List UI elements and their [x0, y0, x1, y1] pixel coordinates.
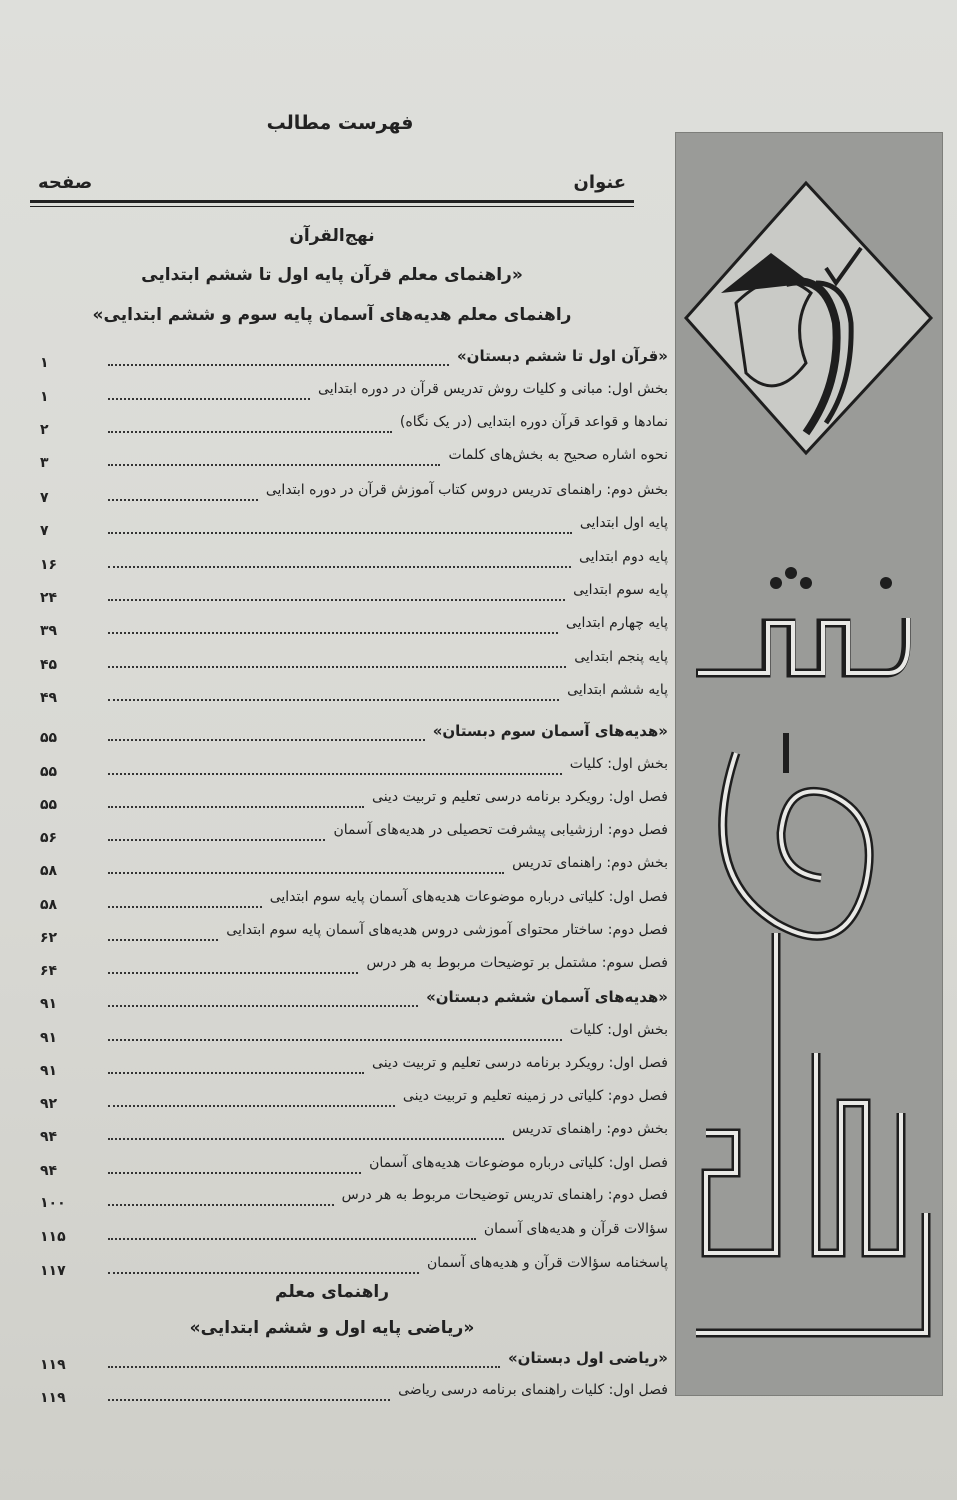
toc-entry[interactable]: [30, 1183, 670, 1213]
toc-entry-label: بخش اول: کلیات: [569, 756, 668, 772]
toc-entry[interactable]: [30, 645, 670, 675]
toc-entry-label: «هدیه‌های آسمان سوم دبستان»: [432, 722, 668, 740]
toc-leader-dots: [108, 1399, 390, 1401]
toc-entry[interactable]: [30, 718, 670, 748]
toc-entry-page: ۳: [40, 455, 49, 471]
toc-leader-dots: [108, 1238, 476, 1240]
toc-leader-dots: [108, 1138, 504, 1140]
toc-entry-page: ۵۵: [40, 764, 58, 780]
toc-entry-page: ۹۴: [40, 1129, 58, 1145]
toc-entry[interactable]: [30, 1378, 670, 1408]
toc-entry-page: ۷: [40, 523, 49, 539]
toc-leader-dots: [108, 806, 364, 808]
toc-entry-label: سؤالات قرآن و هدیه‌های آسمان: [483, 1221, 668, 1237]
toc-entry-page: ۱۱۷: [40, 1263, 66, 1279]
title-column-header: عنوان: [573, 172, 626, 193]
toc-entry-label: پایه پنجم ابتدایی: [574, 649, 668, 665]
toc-entry-page: ۶۲: [40, 930, 58, 946]
toc-entry-page: ۹۱: [40, 996, 58, 1012]
toc-leader-dots: [108, 872, 504, 874]
toc-entry[interactable]: [30, 1217, 670, 1247]
toc-entry-label: بخش اول: کلیات: [569, 1022, 668, 1038]
toc-entry-page: ۹۱: [40, 1030, 58, 1046]
toc-entry-page: ۲۴: [40, 590, 58, 606]
toc-entry[interactable]: [30, 678, 670, 708]
toc-entry[interactable]: [30, 1345, 670, 1375]
toc-entry[interactable]: [30, 343, 670, 373]
toc-entry-label: فصل دوم: ارزشیابی پیشرفت تحصیلی در هدیه‌های آسمان: [333, 822, 668, 838]
toc-entry[interactable]: [30, 785, 670, 815]
column-header-row: [30, 172, 634, 198]
toc-leader-dots: [108, 1366, 500, 1368]
toc-entry-page: ۵۸: [40, 897, 58, 913]
toc-entry[interactable]: [30, 1051, 670, 1081]
toc-entry-label: فصل اول: کلیاتی درباره موضوعات هدیه‌های آسمان: [369, 1155, 668, 1171]
toc-entry[interactable]: [30, 1117, 670, 1147]
toc-leader-dots: [108, 632, 558, 634]
toc-leader-dots: [108, 599, 565, 601]
toc-entry-page: ۶۴: [40, 963, 58, 979]
toc-leader-dots: [108, 699, 559, 701]
toc-entry-page: ۴۹: [40, 690, 58, 706]
toc-leader-dots: [108, 739, 425, 741]
toc-leader-dots: [108, 1072, 364, 1074]
toc-entry[interactable]: [30, 443, 670, 473]
toc-entry[interactable]: [30, 818, 670, 848]
toc-entry-label: فصل اول: رویکرد برنامه درسی تعلیم و تربیت دینی: [372, 1055, 668, 1071]
toc-leader-dots: [108, 939, 218, 941]
toc-entry-label: پایه سوم ابتدایی: [573, 582, 668, 598]
toc-leader-dots: [108, 666, 566, 668]
toc-entry-page: ۱۰۰: [40, 1195, 66, 1211]
page-column-header: صفحه: [38, 172, 93, 193]
toc-entry-label: نمادها و قواعد قرآن دوره ابتدایی (در یک نگاه): [399, 414, 668, 430]
publisher-logo-band: [675, 132, 943, 1396]
toc-leader-dots: [108, 1272, 419, 1274]
header-divider: [30, 200, 634, 203]
toc-entry-page: ۷: [40, 490, 49, 506]
section-heading: «ریاضی پایه اول و ششم ابتدایی»: [189, 1318, 475, 1338]
toc-entry-page: ۳۹: [40, 623, 58, 639]
toc-entry-page: ۱: [40, 355, 49, 371]
toc-leader-dots: [108, 906, 262, 908]
toc-leader-dots: [108, 1105, 395, 1107]
toc-entry-page: ۵۵: [40, 797, 58, 813]
toc-leader-dots: [108, 464, 440, 466]
section-heading: «راهنمای معلم قرآن پایه اول تا ششم ابتدایی: [141, 265, 523, 285]
toc-entry-label: پایه ششم ابتدایی: [567, 682, 668, 698]
toc-leader-dots: [108, 1005, 418, 1007]
toc-entry-label: بخش دوم: راهنمای تدریس: [512, 1121, 668, 1137]
toc-entry-page: ۱۱۹: [40, 1390, 66, 1406]
toc-entry-label: «هدیه‌های آسمان ششم دبستان»: [426, 988, 668, 1006]
header-divider-thin: [30, 206, 634, 207]
toc-entry-label: نحوه اشاره صحیح به بخش‌های کلمات: [448, 447, 668, 463]
toc-leader-dots: [108, 972, 358, 974]
toc-entry-page: ۱۶: [40, 557, 58, 573]
toc-leader-dots: [108, 1204, 334, 1206]
toc-entry[interactable]: [30, 410, 670, 440]
toc-leader-dots: [108, 773, 562, 775]
toc-entry[interactable]: [30, 1251, 670, 1281]
toc-entry-label: بخش دوم: راهنمای تدریس دروس کتاب آموزش قرآن در دوره ابتدایی: [265, 482, 668, 498]
toc-entry[interactable]: [30, 377, 670, 407]
toc-leader-dots: [108, 1039, 562, 1041]
section-heading: نهج‌القرآن: [289, 226, 375, 246]
toc-entry-label: پایه دوم ابتدایی: [579, 549, 668, 565]
toc-entry-label: بخش اول: مبانی و کلیات روش تدریس قرآن در دوره ابتدایی: [318, 381, 668, 397]
toc-leader-dots: [108, 364, 449, 366]
toc-entry-label: پایه اول ابتدایی: [579, 515, 668, 531]
toc-entry-label: فصل اول: کلیات راهنمای برنامه درسی ریاضی: [398, 1382, 668, 1398]
toc-entry-label: فصل دوم: ساختار محتوای آموزشی دروس هدیه‌های آسمان پایه سوم ابتدایی: [226, 922, 668, 938]
toc-entry-label: پایه چهارم ابتدایی: [565, 615, 668, 631]
toc-entry-label: فصل سوم: مشتمل بر توضیحات مربوط به هر درس: [366, 955, 668, 971]
toc-entry[interactable]: [30, 951, 670, 981]
toc-entry-page: ۴۵: [40, 657, 58, 673]
toc-entry-page: ۹۱: [40, 1063, 58, 1079]
toc-entry-label: فصل اول: کلیاتی درباره موضوعات هدیه‌های آسمان پایه سوم ابتدایی: [269, 889, 668, 905]
toc-entry[interactable]: [30, 1151, 670, 1181]
toc-entry-label: «قرآن اول تا ششم دبستان»: [456, 347, 668, 365]
toc-entry-label: فصل اول: رویکرد برنامه درسی تعلیم و تربیت دینی: [372, 789, 668, 805]
toc-entry-page: ۵۸: [40, 863, 58, 879]
toc-entry[interactable]: [30, 984, 670, 1014]
toc-entry-label: فصل دوم: کلیاتی در زمینه تعلیم و تربیت دینی: [402, 1088, 668, 1104]
page-title: فهرست مطالب: [266, 112, 414, 134]
toc-entry[interactable]: [30, 545, 670, 575]
toc-entry-label: پاسخنامه سؤالات قرآن و هدیه‌های آسمان: [426, 1255, 668, 1271]
toc-leader-dots: [108, 398, 310, 400]
section-heading: راهنمای معلم هدیه‌های آسمان پایه سوم و ششم ابتدایی»: [92, 305, 572, 325]
toc-leader-dots: [108, 1172, 361, 1174]
toc-entry[interactable]: [30, 1018, 670, 1048]
toc-entry[interactable]: [30, 918, 670, 948]
toc-entry-page: ۵۵: [40, 730, 58, 746]
section-heading: راهنمای معلم: [274, 1282, 389, 1302]
toc-entry-page: ۵۶: [40, 830, 58, 846]
toc-entry[interactable]: [30, 611, 670, 641]
toc-entry-label: «ریاضی اول دبستان»: [507, 1349, 668, 1367]
toc-entry-page: ۱: [40, 389, 49, 405]
toc-entry-page: ۹۴: [40, 1163, 58, 1179]
toc-entry-page: ۱۱۵: [40, 1229, 66, 1245]
toc-entry[interactable]: [30, 752, 670, 782]
publisher-logo-icon: [676, 133, 942, 1395]
toc-entry-page: ۱۱۹: [40, 1357, 66, 1373]
toc-entry[interactable]: [30, 1084, 670, 1114]
toc-leader-dots: [108, 499, 258, 501]
toc-entry-page: ۲: [40, 422, 49, 438]
toc-leader-dots: [108, 532, 572, 534]
toc-entry[interactable]: [30, 851, 670, 881]
toc-leader-dots: [108, 839, 325, 841]
toc-entry[interactable]: [30, 478, 670, 508]
toc-entry-label: بخش دوم: راهنمای تدریس: [512, 855, 668, 871]
toc-entry-page: ۹۲: [40, 1096, 58, 1112]
toc-leader-dots: [108, 431, 392, 433]
toc-entry[interactable]: [30, 885, 670, 915]
toc-entry[interactable]: [30, 578, 670, 608]
toc-entry-label: فصل دوم: راهنمای تدریس توضیحات مربوط به هر درس: [341, 1187, 668, 1203]
toc-entry[interactable]: [30, 511, 670, 541]
toc-leader-dots: [108, 566, 571, 568]
